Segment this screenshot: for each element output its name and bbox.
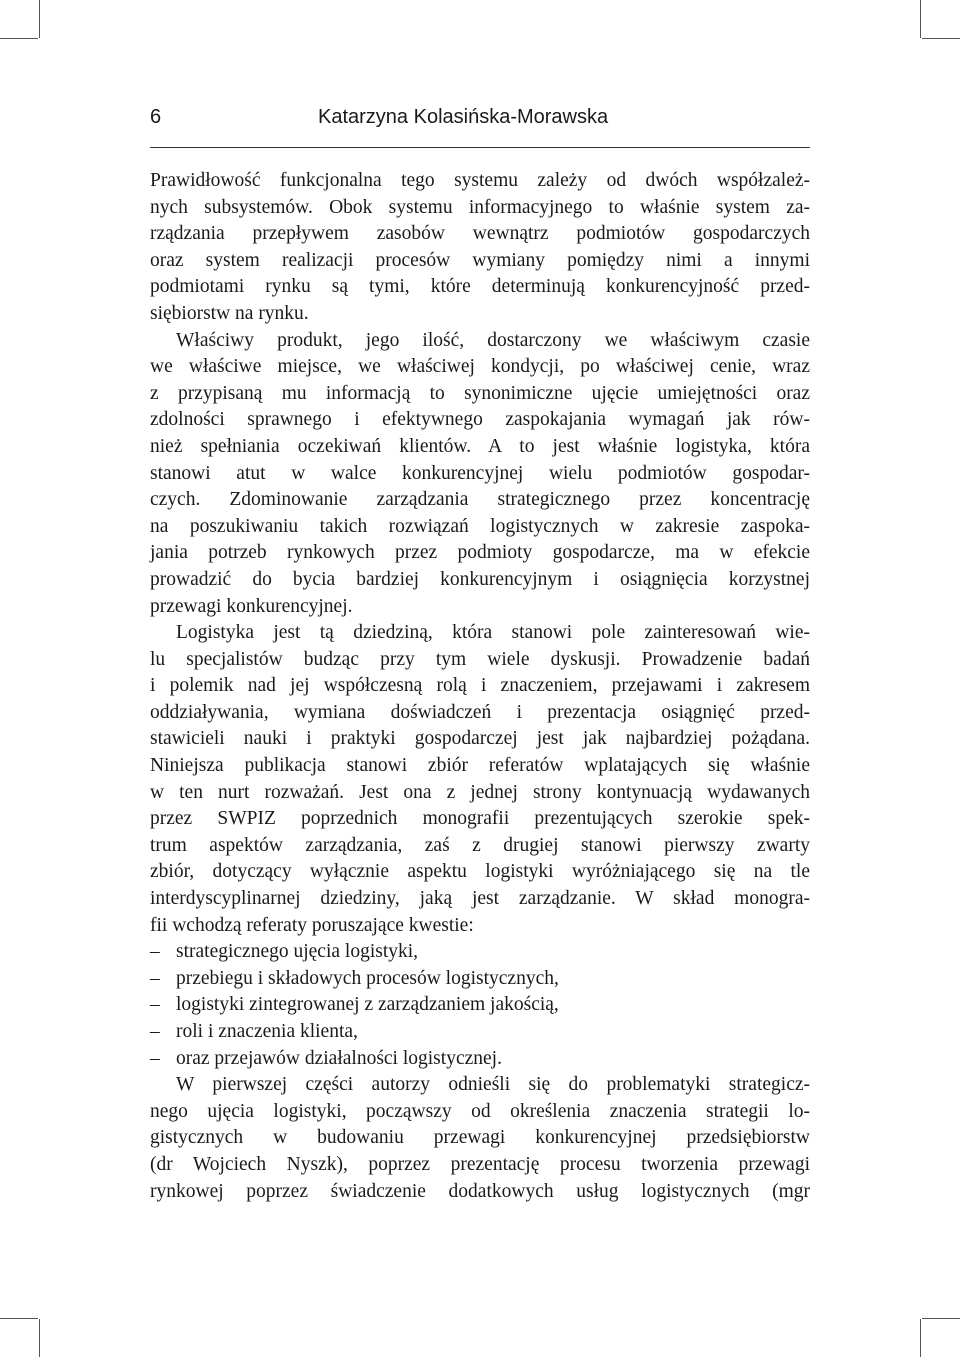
text-line: interdyscyplinarnej dziedziny, jaką jest zarządzanie. W skład monogra- xyxy=(150,888,810,910)
running-head-author: Katarzyna Kolasińska-Morawska xyxy=(318,106,609,128)
list-dash: – xyxy=(150,967,160,989)
list-item xyxy=(150,1046,810,1073)
paragraph-3 xyxy=(150,620,810,939)
list-dash: – xyxy=(150,994,160,1016)
page-number: 6 xyxy=(150,106,162,128)
text-line: zbiór, dotyczący wyłącznie aspektu logistyki wyróżniającego się na tle xyxy=(150,861,810,883)
crop-mark-top-left xyxy=(39,0,40,38)
crop-mark-top-left-h xyxy=(0,38,38,39)
list-item-text: roli i znaczenia klienta, xyxy=(176,1021,358,1042)
list-item xyxy=(150,966,810,993)
text-line: stawicieli nauki i praktyki gospodarczej jest jak najbardziej pożądana. xyxy=(150,728,810,750)
text-line: prowadzić do bycia bardziej konkurencyjnym i osiągnięcia korzystnej xyxy=(150,568,810,590)
page-header xyxy=(150,104,810,136)
text-line: w ten nurt rozważań. Jest ona z jednej strony kontynuacją wydawanych xyxy=(150,781,810,803)
list-item-text: przebiegu i składowych procesów logistycznych, xyxy=(176,967,559,989)
text-line: lu specjalistów budząc przy tym wiele dyskusji. Prowadzenie badań xyxy=(150,648,810,670)
topics-list xyxy=(150,939,810,1072)
list-dash: – xyxy=(150,1047,160,1069)
crop-mark-bottom-left-h xyxy=(0,1318,38,1319)
text-line: jania potrzeb rynkowych przez podmioty gospodarcze, ma w efekcie xyxy=(150,542,810,564)
crop-mark-bottom-right xyxy=(920,1319,921,1357)
body-text xyxy=(150,168,810,1205)
text-line: rynkowej poprzez świadczenie dodatkowych usług logistycznych (mgr xyxy=(150,1180,810,1202)
text-line: nych subsystemów. Obok systemu informacyjnego to właśnie system za- xyxy=(150,196,810,218)
paragraph-2 xyxy=(150,328,810,621)
text-line: stanowi atut w walce konkurencyjnej wielu podmiotów gospodar- xyxy=(150,462,810,484)
paragraph-1 xyxy=(150,168,810,328)
list-item xyxy=(150,992,810,1019)
list-item-text: strategicznego ujęcia logistyki, xyxy=(176,941,419,963)
text-line: oddziaływania, wymiana doświadczeń i prezentacja osiągnięć przed- xyxy=(150,701,810,723)
list-item xyxy=(150,939,810,966)
text-line: Logistyka jest tą dziedziną, która stanowi pole zainteresowań wie- xyxy=(176,622,810,644)
text-line: Niniejsza publikacja stanowi zbiór referatów wplatających się właśnie xyxy=(150,755,810,777)
text-line: nież spełniania oczekiwań klientów. A to jest właśnie logistyka, która xyxy=(150,435,810,457)
crop-mark-top-right xyxy=(920,0,921,38)
text-line: siębiorstw na rynku. xyxy=(150,302,309,324)
list-dash: – xyxy=(150,1021,160,1042)
text-line: trum aspektów zarządzania, zaś z drugiej stanowi pierwszy zwarty xyxy=(150,834,810,856)
text-line: przez SWPIZ poprzednich monografii prezentujących szerokie spek- xyxy=(150,808,810,830)
text-line: W pierwszej części autorzy odnieśli się do problematyki strategicz- xyxy=(176,1074,810,1096)
text-line: z przypisaną mu informacją to synonimiczne ujęcie umiejętności oraz xyxy=(150,382,810,404)
text-line: przewagi konkurencyjnej. xyxy=(150,595,353,617)
list-item xyxy=(150,1019,810,1046)
text-line: zdolności sprawnego i efektywnego zaspokajania wymagań jak rów- xyxy=(150,409,810,431)
text-line: (dr Wojciech Nyszk), poprzez prezentację procesu tworzenia przewagi xyxy=(150,1153,810,1175)
text-line: gistycznych w budowaniu przewagi konkurencyjnej przedsiębiorstw xyxy=(150,1127,810,1149)
text-line: i polemik nad jej współczesną rolą i znaczeniem, przejawami i zakresem xyxy=(150,675,810,697)
crop-mark-bottom-left xyxy=(39,1319,40,1357)
header-rule xyxy=(150,147,810,148)
text-line: rządzania przepływem zasobów wewnątrz podmiotów gospodarczych xyxy=(150,223,810,245)
text-line: Prawidłowość funkcjonalna tego systemu zależy od dwóch współzależ- xyxy=(150,170,810,191)
text-line: nego ujęcia logistyki, począwszy od określenia znaczenia strategii lo- xyxy=(150,1100,810,1122)
text-line: podmiotami rynku są tymi, które determinują konkurencyjność przed- xyxy=(150,276,810,298)
list-item-text: logistyki zintegrowanej z zarządzaniem jakością, xyxy=(176,994,559,1016)
list-item-text: oraz przejawów działalności logistycznej. xyxy=(176,1047,502,1069)
paragraph-4 xyxy=(150,1072,810,1205)
crop-mark-top-right-h xyxy=(922,38,960,39)
list-dash: – xyxy=(150,941,160,963)
text-line: oraz system realizacji procesów wymiany pomiędzy nimi a innymi xyxy=(150,249,810,271)
crop-mark-bottom-right-h xyxy=(922,1318,960,1319)
text-line: Właściwy produkt, jego ilość, dostarczony we właściwym czasie xyxy=(176,329,810,351)
text-line: na poszukiwaniu takich rozwiązań logistycznych w zakresie zaspoka- xyxy=(150,515,810,537)
text-line: we właściwe miejsce, we właściwej kondycji, po właściwej cenie, wraz xyxy=(150,356,810,378)
text-line: czych. Zdominowanie zarządzania strategicznego przez koncentrację xyxy=(150,489,810,511)
text-line: fii wchodzą referaty poruszające kwestie: xyxy=(150,914,474,936)
